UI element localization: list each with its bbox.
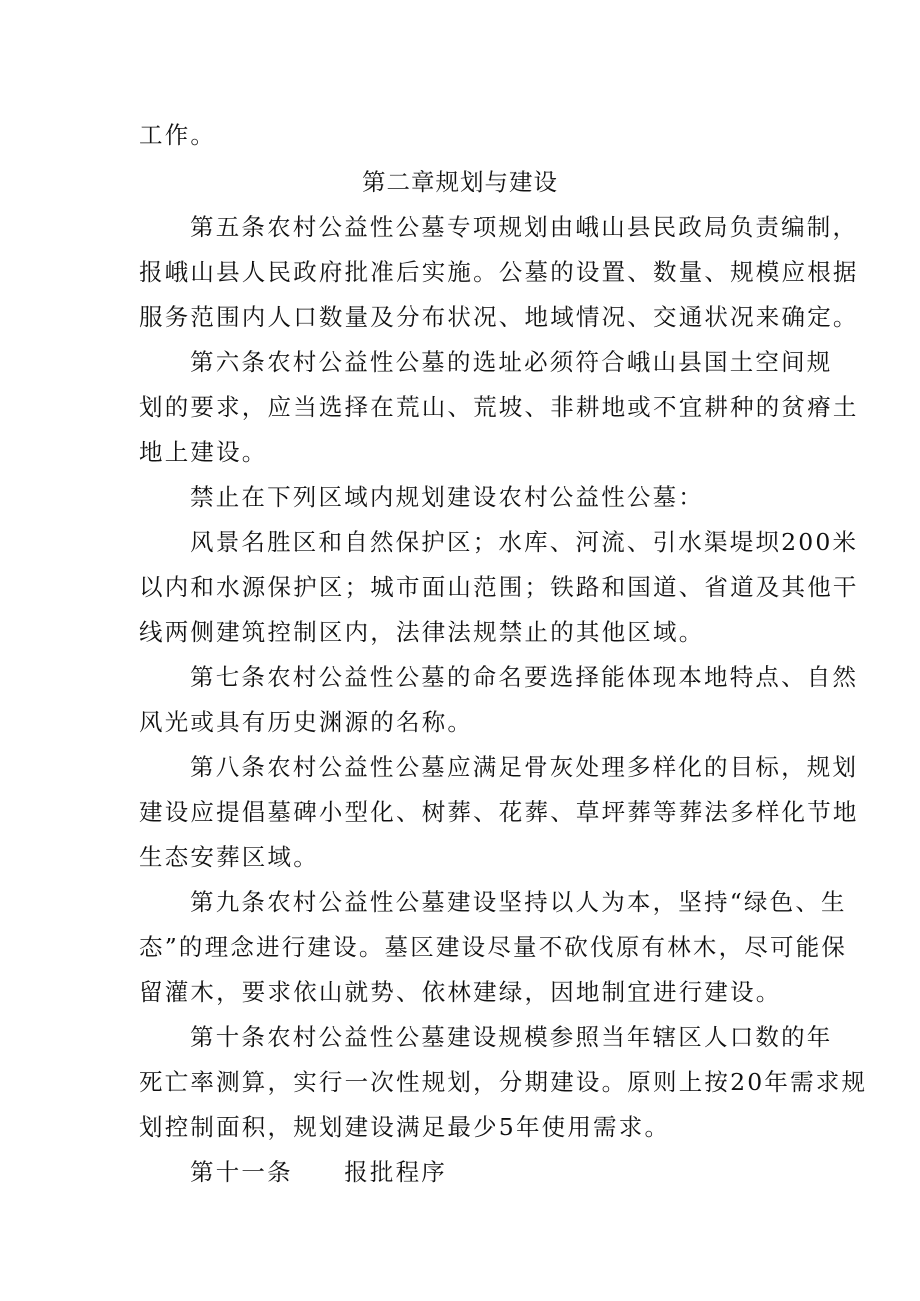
paragraph-line: 第七条农村公益性公墓的命名要选择能体现本地特点、自然 [190,663,859,691]
paragraph-line: 第五条农村公益性公墓专项规划由峨山县民政局负责编制， [190,213,859,241]
paragraph-line: 死亡率测算，实行一次性规划，分期建设。原则上按20年需求规 [139,1068,868,1096]
paragraph-line: 建设应提倡墓碑小型化、树葬、花葬、草坪葬等葬法多样化节地 [139,798,859,826]
paragraph-line: 态”的理念进行建设。墓区建设尽量不砍伐原有林木，尽可能保 [139,933,848,961]
section-heading: 第十一条 报批程序 [190,1158,447,1186]
paragraph-line: 第六条农村公益性公墓的选址必须符合峨山县国土空间规 [190,348,833,376]
paragraph-line: 以内和水源保护区；城市面山范围；铁路和国道、省道及其他干 [139,573,859,601]
paragraph-line: 划控制面积，规划建设满足最少5年使用需求。 [139,1113,671,1141]
paragraph-line: 线两侧建筑控制区内，法律法规禁止的其他区域。 [139,618,705,646]
paragraph-line: 留灌木，要求依山就势、依林建绿，因地制宜进行建设。 [139,978,782,1006]
chapter-heading: 第二章规划与建设 [362,168,558,196]
paragraph-line: 禁止在下列区域内规划建设农村公益性公墓： [190,483,704,511]
paragraph-line: 第九条农村公益性公墓建设坚持以人为本，坚持“绿色、生 [190,888,847,916]
paragraph-line: 划的要求，应当选择在荒山、荒坡、非耕地或不宜耕种的贫瘠土 [139,393,859,421]
paragraph-line: 第十条农村公益性公墓建设规模参照当年辖区人口数的年 [190,1023,833,1051]
text-line: 工作。 [139,121,217,149]
paragraph-line: 生态安葬区域。 [139,843,319,871]
paragraph-line: 地上建设。 [139,438,268,466]
paragraph-line: 服务范围内人口数量及分布状况、地域情况、交通状况来确定。 [139,303,859,331]
paragraph-line: 风光或具有历史渊源的名称。 [139,708,474,736]
paragraph-line: 第八条农村公益性公墓应满足骨灰处理多样化的目标，规划 [190,753,859,781]
paragraph-line: 风景名胜区和自然保护区；水库、河流、引水渠堤坝200米 [190,528,859,556]
paragraph-line: 报峨山县人民政府批准后实施。公墓的设置、数量、规模应根据 [139,258,859,286]
